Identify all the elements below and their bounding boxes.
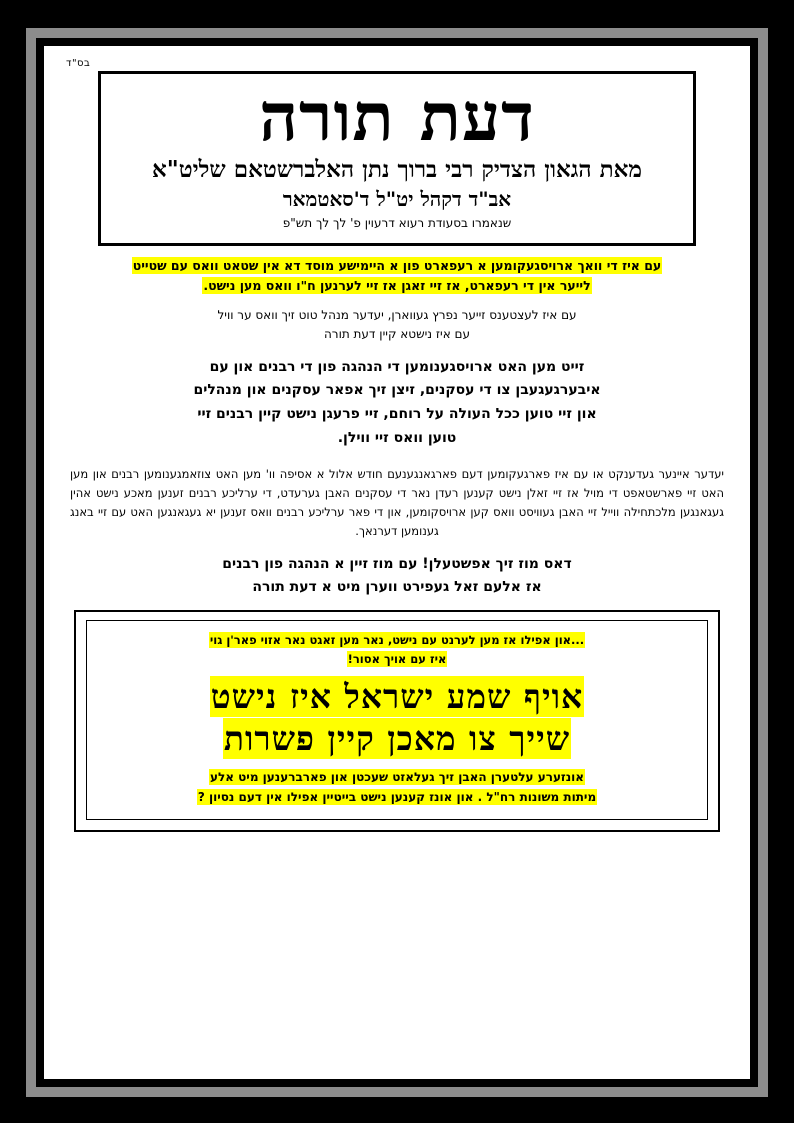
bsd-mark: בס"ד: [66, 58, 91, 69]
header-subtitle-occasion: שנאמרו בסעודת רעוא דרעוין פ' לך לך תש"פ: [282, 215, 512, 230]
bottom-callout-box: [74, 610, 720, 832]
paragraph-must-stop-line-1: דאס מוז זיך אפשטעלן! עם מוז זיין א הנהגה פון רבנים: [222, 555, 572, 572]
paragraph-must-stop: [66, 553, 728, 601]
callout-intro-line-1: ...און אפילו אז מען לערנט עם נישט, נאר מען זאגט נאר אזוי פאר'ן גוי: [209, 633, 585, 648]
paragraph-no-daas-torah: [66, 306, 728, 343]
paragraph-must-stop-line-2: אז אלעם זאל געפירט ווערן מיט א דעת תורה: [252, 579, 542, 596]
paragraph-no-daas-torah-line-2: עם איז נישטא קיין דעת תורה: [323, 326, 471, 341]
highlight-line-2: לייער אין די רעפארט, אז זיי זאגן אז זיי לערנען ח"ו וואס מען נישט.: [203, 278, 591, 294]
callout-closing-line-2: מיתות משונות רח"ל . און אונז קענען נישט בייטיין אפילו אין דעם נסיון ?: [197, 789, 597, 804]
callout-headline-line-2: שייך צו מאכן קיין פשרות: [223, 719, 571, 759]
bottom-callout-inner: [86, 620, 708, 820]
inner-black-frame: [36, 38, 758, 1087]
callout-intro-line-2: איז עם אויך אסור!: [347, 651, 447, 666]
callout-headline: [97, 676, 697, 760]
paragraph-no-daas-torah-line-1: עם איז לעצטענס זייער נפרץ געווארן, יעדער מנהל טוט זיך וואס ער וויל: [217, 308, 577, 323]
callout-closing: [97, 768, 697, 806]
paragraph-report-highlight: [72, 256, 722, 296]
paragraph-askanim-line-4: טוען וואס זיי ווילן.: [337, 429, 457, 446]
outer-grey-frame: [26, 28, 768, 1097]
paragraph-asifa-elul: יעדער איינער געדענקט או עם איז פארגעקומען דעם פארגאנגענעם חודש אלול א אסיפה וו' מען האט צוזאמגענומען רבנים און מען האט זיי פארשטאפט די מויל אז זיי זאלן נישט קענען רעדן נאר די עסקנים האבן גערעדט, די ערליכע רבנים זענען מאכע נישט אהין געגאנגען מלכתחילה ווייל זיי האבן געוויסט וואס קען ארויסקומען, און די פאר ערליכע רבנים וואס זענען יא געגאנגען האט עם זיי באנג גענומען דערנאך.: [70, 466, 724, 538]
callout-closing-line-1: אונזערע עלטערן האבן זיך געלאזט שעכטן און פארברענען מיט אלע: [209, 770, 585, 785]
paragraph-askanim-line-3: און זיי טוען ככל העולה על רוחם, זיי פרעגן נישט קיין רבנים זיי: [197, 406, 597, 423]
callout-intro: [97, 631, 697, 668]
document-sheet: [44, 46, 750, 1079]
paragraph-askanim-line-2: איבערגעגעבן צו די עסקנים, זיצן זיך אפאר עסקנים און מנהלים: [193, 382, 601, 399]
paragraph-askanim-line-1: זייט מען האט ארויסגענומען די הנהגה פון די רבנים און עם: [209, 358, 585, 375]
header-box: [98, 71, 696, 246]
callout-headline-line-1: אויף שמע ישראל איז נישט: [210, 676, 584, 716]
header-subtitle-position: אב"ד דקהל יט"ל ד'סאטמאר: [282, 186, 512, 211]
highlight-line-1: עם איז די וואך ארויסגעקומען א רעפארט פון א היימישע מוסד דא אין שטאט וואס עם שטייט: [132, 258, 662, 274]
paragraph-askanim: [66, 356, 728, 451]
page-title: דעת תורה: [259, 78, 535, 156]
header-subtitle-author: מאת הגאון הצדיק רבי ברוך נתן האלברשטאם שליט"א: [152, 156, 642, 183]
